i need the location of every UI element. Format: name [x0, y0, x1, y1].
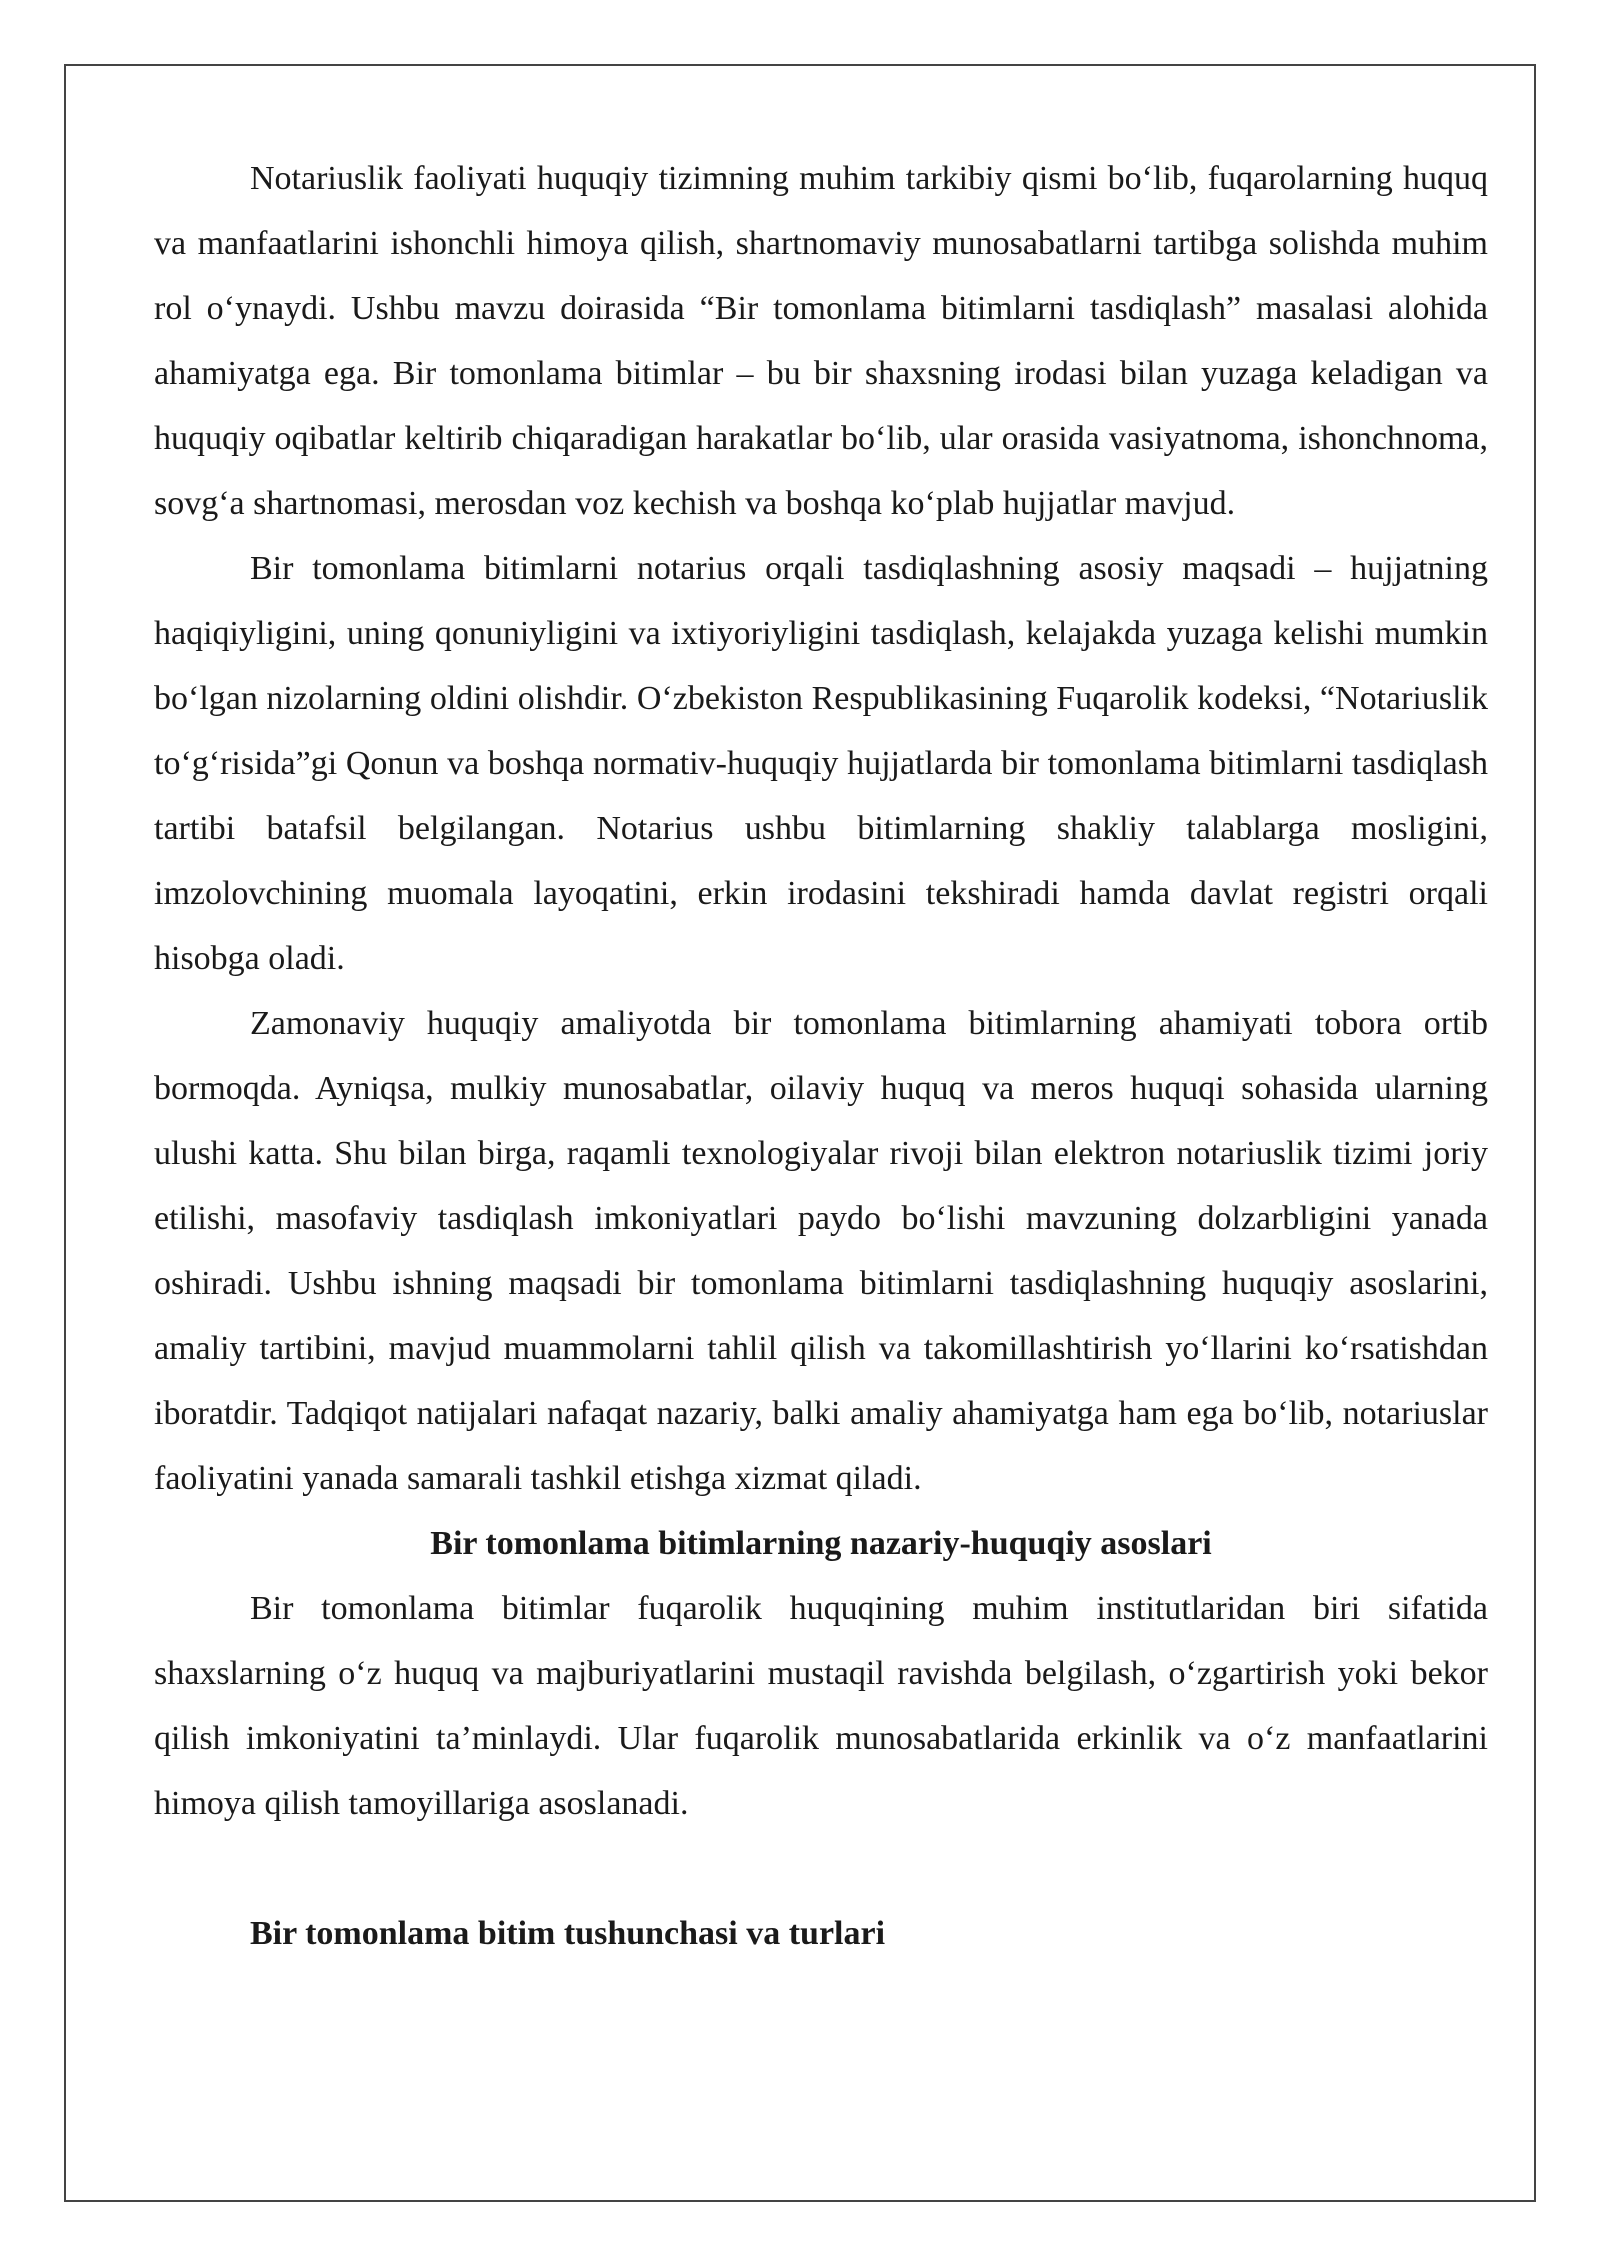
- document-body: [154, 146, 1488, 1966]
- page-frame: [64, 64, 1536, 2202]
- subsection-heading: Bir tomonlama bitim tushunchasi va turlari: [250, 1915, 886, 1952]
- paragraph-intro: Notariuslik faoliyati huquqiy tizimning muhim tarkibiy qismi bo‘lib, fuqarolarning huquq va manfaatlarini ishonchli himoya qilish, shartnomaviy munosabatlarni tartibga solishda muhim rol o‘ynaydi. Ushbu mavzu doirasida “Bir tomonlama bitimlarni tasdiqlash” masalasi alohida ahamiyatga ega. Bir tomonlama bitimlar – bu bir shaxsning irodasi bilan yuzaga keladigan va huquqiy oqibatlar keltirib chiqaradigan harakatlar bo‘lib, ular orasida vasiyatnoma, ishonchnoma, sovg‘a shartnomasi, merosdan voz kechish va boshqa ko‘plab hujjatlar mavjud.: [154, 160, 1488, 522]
- paragraph-purpose: Bir tomonlama bitimlarni notarius orqali tasdiqlashning asosiy maqsadi – hujjatning haqiqiyligini, uning qonuniyligini va ixtiyoriyligini tasdiqlash, kelajakda yuzaga kelishi mumkin bo‘lgan nizolarning oldini olishdir. O‘zbekiston Respublikasining Fuqarolik kodeksi, “Notariuslik to‘g‘risida”gi Qonun va boshqa normativ-huquqiy hujjatlarda bir tomonlama bitimlarni tasdiqlash tartibi batafsil belgilangan. Notarius ushbu bitimlarning shakliy talablarga mosligini, imzolovchining muomala layoqatini, erkin irodasini tekshiradi hamda davlat registri orqali hisobga oladi.: [154, 550, 1488, 977]
- blank-line: [154, 1836, 1488, 1901]
- paragraph-section: Bir tomonlama bitimlar fuqarolik huquqining muhim institutlaridan biri sifatida shaxslarning o‘z huquq va majburiyatlarini mustaqil ravishda belgilash, o‘zgartirish yoki bekor qilish imkoniyatini ta’minlaydi. Ular fuqarolik munosabatlarida erkinlik va o‘z manfaatlarini himoya qilish tamoyillariga asoslanadi.: [154, 1590, 1488, 1822]
- section-heading: Bir tomonlama bitimlarning nazariy-huquqiy asoslari: [430, 1525, 1212, 1562]
- paragraph-relevance: Zamonaviy huquqiy amaliyotda bir tomonlama bitimlarning ahamiyati tobora ortib bormoqda. Ayniqsa, mulkiy munosabatlar, oilaviy huquq va meros huquqi sohasida ularning ulushi katta. Shu bilan birga, raqamli texnologiyalar rivoji bilan elektron notariuslik tizimi joriy etilishi, masofaviy tasdiqlash imkoniyatlari paydo bo‘lishi mavzuning dolzarbligini yanada oshiradi. Ushbu ishning maqsadi bir tomonlama bitimlarni tasdiqlashning huquqiy asoslarini, amaliy tartibini, mavjud muammolarni tahlil qilish va takomillashtirish yo‘llarini ko‘rsatishdan iboratdir. Tadqiqot natijalari nafaqat nazariy, balki amaliy ahamiyatga ham ega bo‘lib, notariuslar faoliyatini yanada samarali tashkil etishga xizmat qiladi.: [154, 1005, 1488, 1497]
